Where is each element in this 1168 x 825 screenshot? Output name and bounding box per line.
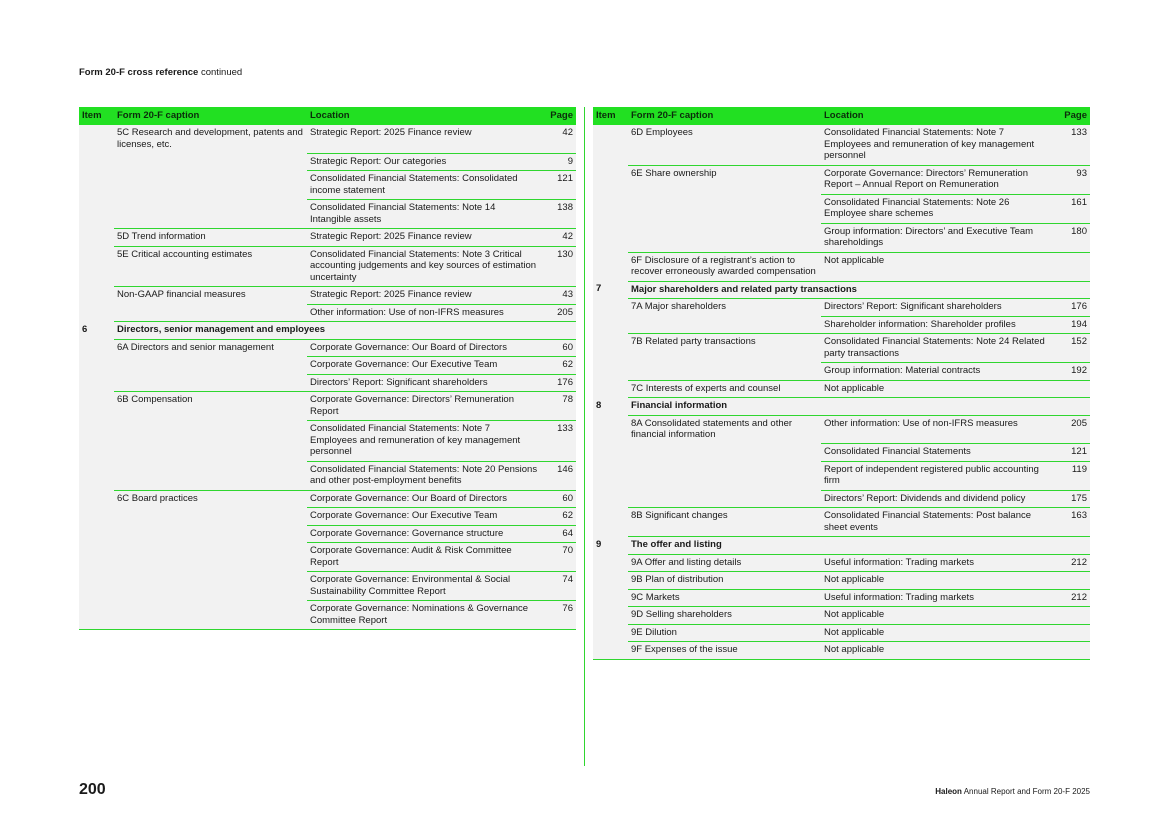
- item-cell: [79, 374, 114, 392]
- page-cell: 70: [541, 543, 576, 572]
- table-row: [593, 165, 1090, 194]
- table-row: [593, 508, 1090, 537]
- location-cell: Corporate Governance: Environmental & Social Sustainability Committee Report: [307, 572, 541, 601]
- page-cell: 62: [541, 508, 576, 526]
- item-cell: [593, 554, 628, 572]
- location-cell: Other information: Use of non-IFRS measures: [821, 415, 1055, 444]
- table-row: [593, 607, 1090, 625]
- location-cell: Consolidated Financial Statements: Post balance sheet events: [821, 508, 1055, 537]
- item-cell: [79, 421, 114, 462]
- caption-cell: 6E Share ownership: [628, 165, 821, 194]
- table-row: [79, 339, 576, 357]
- item-cell: [79, 229, 114, 247]
- page-cell: [1055, 281, 1090, 299]
- column-header-caption: Form 20-F caption: [114, 107, 307, 125]
- table-row: [79, 246, 576, 287]
- caption-cell: 9B Plan of distribution: [628, 572, 821, 590]
- page-cell: [1055, 624, 1090, 642]
- page-cell: 163: [1055, 508, 1090, 537]
- footer-brand: [935, 787, 1090, 796]
- caption-cell: Non-GAAP financial measures: [114, 287, 307, 305]
- caption-cell: [114, 508, 307, 526]
- section-row: [79, 322, 576, 340]
- location-cell: Directors’ Report: Significant shareholders: [821, 299, 1055, 317]
- table-row: [593, 589, 1090, 607]
- location-cell: Useful information: Trading markets: [821, 589, 1055, 607]
- location-cell: Strategic Report: Our categories: [307, 153, 541, 171]
- caption-cell: Directors, senior management and employees: [114, 322, 541, 340]
- caption-cell: 7A Major shareholders: [628, 299, 821, 317]
- caption-cell: 6D Employees: [628, 125, 821, 165]
- cross-reference-table-right: [593, 107, 1090, 660]
- column-header-caption: Form 20-F caption: [628, 107, 821, 125]
- item-cell: [593, 461, 628, 490]
- page-cell: 42: [541, 125, 576, 153]
- page-cell: 176: [1055, 299, 1090, 317]
- table-row: [79, 287, 576, 305]
- table-row: [593, 642, 1090, 660]
- item-cell: [593, 380, 628, 398]
- page-cell: 121: [1055, 444, 1090, 462]
- page-cell: 138: [541, 200, 576, 229]
- table-row: [593, 554, 1090, 572]
- caption-cell: [628, 194, 821, 223]
- location-cell: Corporate Governance: Nominations & Governance Committee Report: [307, 601, 541, 630]
- page-cell: 60: [541, 490, 576, 508]
- heading-title: Form 20-F cross reference: [79, 67, 199, 78]
- page-cell: 119: [1055, 461, 1090, 490]
- section-row: [593, 281, 1090, 299]
- table-row: [593, 380, 1090, 398]
- item-cell: 9: [593, 537, 628, 555]
- table-row: [593, 363, 1090, 381]
- table-row: [79, 490, 576, 508]
- location-cell: Group information: Directors’ and Executive Team shareholdings: [821, 223, 1055, 252]
- page-cell: 62: [541, 357, 576, 375]
- column-header-location: Location: [307, 107, 541, 125]
- location-cell: Directors’ Report: Significant shareholders: [307, 374, 541, 392]
- item-cell: [79, 357, 114, 375]
- caption-cell: 5E Critical accounting estimates: [114, 246, 307, 287]
- caption-cell: 9E Dilution: [628, 624, 821, 642]
- page-cell: 78: [541, 392, 576, 421]
- item-cell: [593, 252, 628, 281]
- item-cell: [79, 543, 114, 572]
- location-cell: Corporate Governance: Our Board of Directors: [307, 490, 541, 508]
- table-body: [593, 125, 1090, 659]
- location-cell: Not applicable: [821, 380, 1055, 398]
- table-row: [79, 601, 576, 630]
- location-cell: Other information: Use of non-IFRS measures: [307, 304, 541, 322]
- table-row: [79, 374, 576, 392]
- location-cell: Strategic Report: 2025 Finance review: [307, 229, 541, 247]
- caption-cell: [114, 374, 307, 392]
- table-header-row: [593, 107, 1090, 125]
- caption-cell: 9C Markets: [628, 589, 821, 607]
- item-cell: 6: [79, 322, 114, 340]
- page-cell: [1055, 642, 1090, 660]
- caption-cell: [114, 421, 307, 462]
- page-cell: [1055, 380, 1090, 398]
- location-cell: Corporate Governance: Our Board of Directors: [307, 339, 541, 357]
- location-cell: Consolidated Financial Statements: Note 24 Related party transactions: [821, 334, 1055, 363]
- caption-cell: 5C Research and development, patents and licenses, etc.: [114, 125, 307, 153]
- location-cell: Corporate Governance: Audit & Risk Committee Report: [307, 543, 541, 572]
- page-cell: 74: [541, 572, 576, 601]
- cross-reference-table-left: [79, 107, 576, 630]
- caption-cell: 9A Offer and listing details: [628, 554, 821, 572]
- caption-cell: 6C Board practices: [114, 490, 307, 508]
- table-row: [593, 624, 1090, 642]
- caption-cell: 6B Compensation: [114, 392, 307, 421]
- location-cell: Not applicable: [821, 607, 1055, 625]
- page-cell: 194: [1055, 316, 1090, 334]
- item-cell: [593, 642, 628, 660]
- item-cell: [593, 334, 628, 363]
- item-cell: [593, 589, 628, 607]
- table-row: [79, 461, 576, 490]
- table-row: [593, 334, 1090, 363]
- table-row: [593, 194, 1090, 223]
- page-cell: 180: [1055, 223, 1090, 252]
- location-cell: Directors’ Report: Dividends and dividend policy: [821, 490, 1055, 508]
- table-row: [593, 252, 1090, 281]
- page-heading: [79, 67, 242, 78]
- page-cell: [1055, 572, 1090, 590]
- page-cell: 192: [1055, 363, 1090, 381]
- page-cell: 121: [541, 171, 576, 200]
- table-row: [593, 316, 1090, 334]
- table-header-row: [79, 107, 576, 125]
- caption-cell: Financial information: [628, 398, 1055, 416]
- item-cell: [79, 601, 114, 630]
- section-row: [593, 398, 1090, 416]
- item-cell: [79, 171, 114, 200]
- item-cell: 8: [593, 398, 628, 416]
- page-cell: 64: [541, 525, 576, 543]
- table-body: [79, 125, 576, 630]
- caption-cell: 7C Interests of experts and counsel: [628, 380, 821, 398]
- table-row: [79, 421, 576, 462]
- location-cell: Not applicable: [821, 624, 1055, 642]
- item-cell: [593, 194, 628, 223]
- page-cell: 176: [541, 374, 576, 392]
- location-cell: Not applicable: [821, 642, 1055, 660]
- caption-cell: [114, 200, 307, 229]
- location-cell: Consolidated Financial Statements: Note 7 Employees and remuneration of key management personnel: [821, 125, 1055, 165]
- caption-cell: [114, 572, 307, 601]
- page-cell: [541, 322, 576, 340]
- page-cell: 42: [541, 229, 576, 247]
- column-header-item: Item: [79, 107, 114, 125]
- item-cell: [79, 392, 114, 421]
- caption-cell: 8A Consolidated statements and other financial information: [628, 415, 821, 444]
- table-row: [79, 525, 576, 543]
- caption-cell: [114, 601, 307, 630]
- caption-cell: Major shareholders and related party transactions: [628, 281, 1055, 299]
- item-cell: [593, 490, 628, 508]
- page-cell: 146: [541, 461, 576, 490]
- item-cell: [79, 287, 114, 305]
- item-cell: [593, 607, 628, 625]
- location-cell: Not applicable: [821, 252, 1055, 281]
- caption-cell: [114, 525, 307, 543]
- table-row: [79, 200, 576, 229]
- item-cell: [593, 165, 628, 194]
- caption-cell: 5D Trend information: [114, 229, 307, 247]
- page-cell: 130: [541, 246, 576, 287]
- location-cell: Group information: Material contracts: [821, 363, 1055, 381]
- caption-cell: [628, 316, 821, 334]
- page-cell: 212: [1055, 554, 1090, 572]
- caption-cell: [114, 171, 307, 200]
- table-row: [593, 223, 1090, 252]
- caption-cell: [628, 461, 821, 490]
- caption-cell: 6A Directors and senior management: [114, 339, 307, 357]
- right-table-panel: [593, 107, 1090, 660]
- page-cell: 133: [1055, 125, 1090, 165]
- column-divider: [584, 107, 585, 766]
- table-row: [593, 461, 1090, 490]
- page-cell: 93: [1055, 165, 1090, 194]
- caption-cell: 8B Significant changes: [628, 508, 821, 537]
- location-cell: Consolidated Financial Statements: Consolidated income statement: [307, 171, 541, 200]
- page-cell: [1055, 537, 1090, 555]
- table-row: [79, 392, 576, 421]
- column-header-item: Item: [593, 107, 628, 125]
- caption-cell: [628, 223, 821, 252]
- page-cell: [1055, 398, 1090, 416]
- item-cell: [79, 246, 114, 287]
- item-cell: [593, 316, 628, 334]
- item-cell: [593, 415, 628, 444]
- item-cell: [79, 461, 114, 490]
- location-cell: Corporate Governance: Our Executive Team: [307, 357, 541, 375]
- table-row: [593, 444, 1090, 462]
- location-cell: Strategic Report: 2025 Finance review: [307, 287, 541, 305]
- item-cell: [79, 339, 114, 357]
- table-row: [79, 543, 576, 572]
- location-cell: Consolidated Financial Statements: Note 7 Employees and remuneration of key management personnel: [307, 421, 541, 462]
- location-cell: Corporate Governance: Directors’ Remuneration Report: [307, 392, 541, 421]
- report-title: Annual Report and Form 20-F 2025: [961, 787, 1090, 796]
- caption-cell: 9F Expenses of the issue: [628, 642, 821, 660]
- brand-name: Haleon: [935, 787, 962, 796]
- caption-cell: [628, 363, 821, 381]
- item-cell: [593, 572, 628, 590]
- item-cell: [79, 490, 114, 508]
- location-cell: Consolidated Financial Statements: Note 20 Pensions and other post-employment benefits: [307, 461, 541, 490]
- page-number: 200: [79, 781, 106, 798]
- location-cell: Report of independent registered public accounting firm: [821, 461, 1055, 490]
- table-row: [79, 572, 576, 601]
- table-row: [79, 125, 576, 153]
- location-cell: Consolidated Financial Statements: Note 3 Critical accounting judgements and key sources of estimation uncertainty: [307, 246, 541, 287]
- item-cell: [79, 304, 114, 322]
- table-row: [79, 153, 576, 171]
- page-cell: 9: [541, 153, 576, 171]
- page-cell: [1055, 252, 1090, 281]
- table-row: [79, 229, 576, 247]
- item-cell: [593, 624, 628, 642]
- location-cell: Consolidated Financial Statements: [821, 444, 1055, 462]
- item-cell: [79, 572, 114, 601]
- location-cell: Corporate Governance: Directors’ Remuneration Report – Annual Report on Remuneration: [821, 165, 1055, 194]
- location-cell: Corporate Governance: Our Executive Team: [307, 508, 541, 526]
- page-cell: 212: [1055, 589, 1090, 607]
- heading-continued: continued: [198, 67, 243, 78]
- caption-cell: [114, 153, 307, 171]
- item-cell: [593, 299, 628, 317]
- item-cell: [79, 125, 114, 153]
- table-row: [79, 304, 576, 322]
- location-cell: Consolidated Financial Statements: Note 14 Intangible assets: [307, 200, 541, 229]
- left-table-panel: [79, 107, 576, 630]
- page-cell: 205: [541, 304, 576, 322]
- caption-cell: 6F Disclosure of a registrant’s action to recover erroneously awarded compensation: [628, 252, 821, 281]
- table-row: [593, 415, 1090, 444]
- caption-cell: [628, 490, 821, 508]
- item-cell: [593, 363, 628, 381]
- location-cell: Not applicable: [821, 572, 1055, 590]
- item-cell: [79, 525, 114, 543]
- item-cell: [593, 508, 628, 537]
- caption-cell: The offer and listing: [628, 537, 1055, 555]
- location-cell: Shareholder information: Shareholder profiles: [821, 316, 1055, 334]
- page-cell: 76: [541, 601, 576, 630]
- page-cell: 60: [541, 339, 576, 357]
- caption-cell: 9D Selling shareholders: [628, 607, 821, 625]
- caption-cell: [114, 461, 307, 490]
- location-cell: Consolidated Financial Statements: Note 26 Employee share schemes: [821, 194, 1055, 223]
- column-header-page: Page: [541, 107, 576, 125]
- table-row: [593, 490, 1090, 508]
- caption-cell: [114, 304, 307, 322]
- page-cell: 161: [1055, 194, 1090, 223]
- page-cell: 152: [1055, 334, 1090, 363]
- item-cell: [79, 508, 114, 526]
- table-row: [593, 299, 1090, 317]
- column-header-page: Page: [1055, 107, 1090, 125]
- column-header-location: Location: [821, 107, 1055, 125]
- page-cell: 205: [1055, 415, 1090, 444]
- caption-cell: 7B Related party transactions: [628, 334, 821, 363]
- location-cell: Strategic Report: 2025 Finance review: [307, 125, 541, 153]
- caption-cell: [114, 543, 307, 572]
- page-cell: [1055, 607, 1090, 625]
- location-cell: Corporate Governance: Governance structure: [307, 525, 541, 543]
- item-cell: [593, 444, 628, 462]
- item-cell: [79, 153, 114, 171]
- item-cell: [593, 125, 628, 165]
- table-row: [593, 125, 1090, 165]
- page-cell: 43: [541, 287, 576, 305]
- table-row: [79, 357, 576, 375]
- page-cell: 175: [1055, 490, 1090, 508]
- table-row: [79, 508, 576, 526]
- table-row: [593, 572, 1090, 590]
- table-row: [79, 171, 576, 200]
- caption-cell: [628, 444, 821, 462]
- location-cell: Useful information: Trading markets: [821, 554, 1055, 572]
- page-cell: 133: [541, 421, 576, 462]
- item-cell: [593, 223, 628, 252]
- caption-cell: [114, 357, 307, 375]
- section-row: [593, 537, 1090, 555]
- item-cell: [79, 200, 114, 229]
- item-cell: 7: [593, 281, 628, 299]
